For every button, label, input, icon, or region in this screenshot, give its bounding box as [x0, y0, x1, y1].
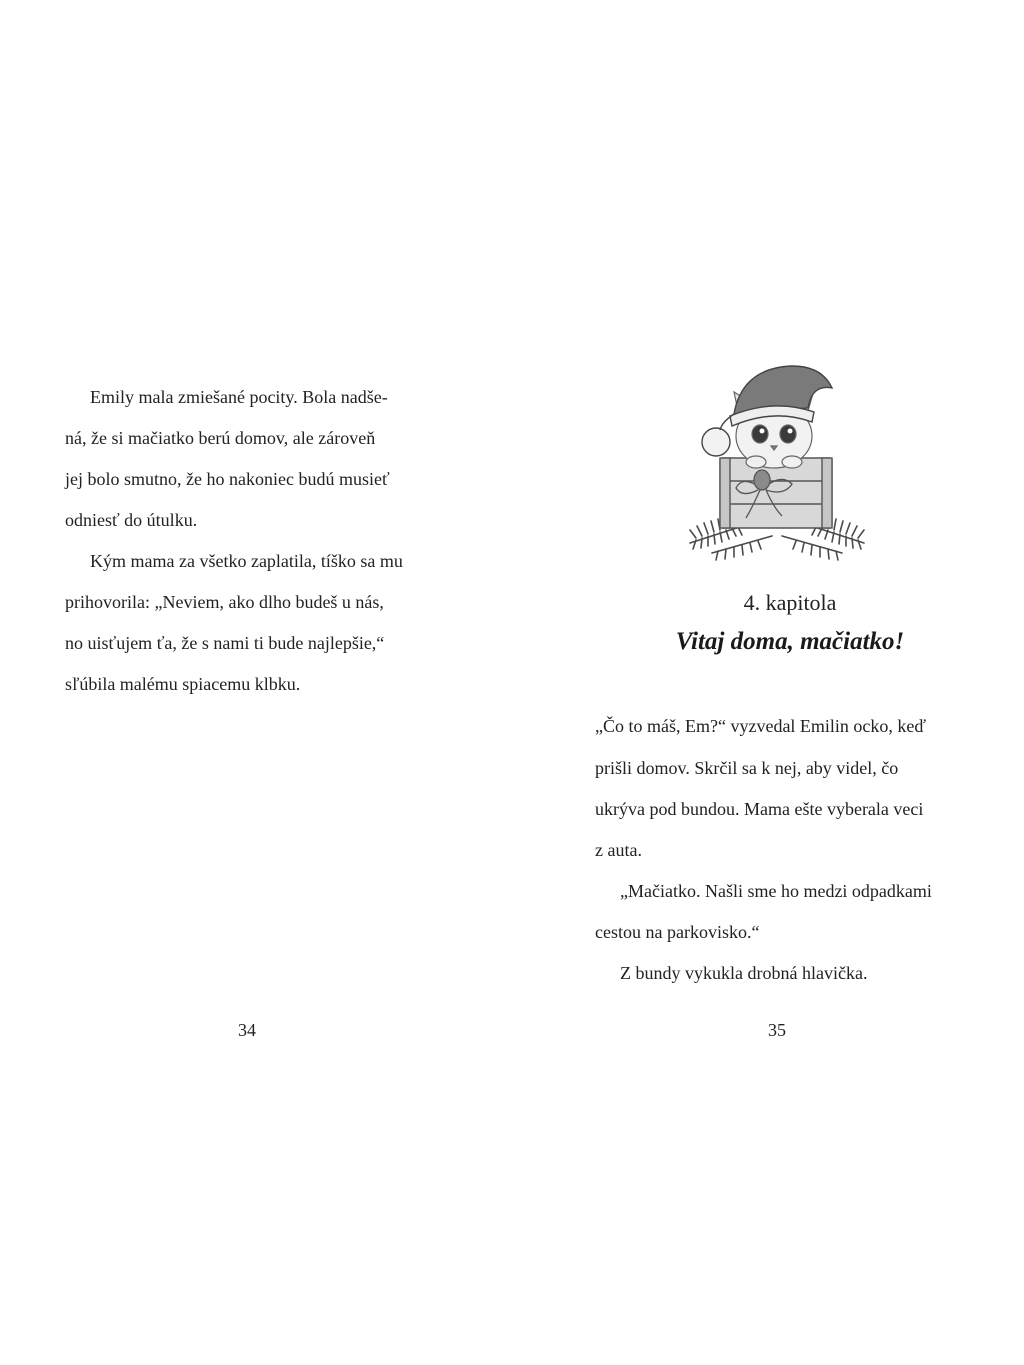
paragraph-line: no uisťujem ťa, že s nami ti bude najlepšie,“	[65, 633, 385, 653]
paragraph-line: cestou na parkovisko.“	[595, 922, 760, 942]
paragraph-line: ukrýva pod bundou. Mama ešte vyberala veci	[595, 799, 924, 819]
page-number: 35	[768, 1020, 786, 1040]
paragraph-line: ná, že si mačiatko berú domov, ale zároveň	[65, 428, 376, 448]
chapter-number: 4. kapitola	[743, 590, 837, 615]
paragraph-line: Z bundy vykukla drobná hlavička.	[620, 963, 868, 983]
paragraph-line: „Mačiatko. Našli sme ho medzi odpadkami	[620, 881, 932, 901]
kitten-in-santa-hat-crate-icon	[682, 358, 872, 568]
chapter-title: Vitaj doma, mačiatko!	[675, 628, 905, 655]
paragraph-line: odniesť do útulku.	[65, 510, 198, 530]
paragraph-line: prišli domov. Skrčil sa k nej, aby videl, čo	[595, 758, 899, 778]
paragraph-line: Emily mala zmiešané pocity. Bola nadše-	[90, 387, 388, 407]
paragraph-line: prihovorila: „Neviem, ako dlho budeš u nás,	[65, 592, 384, 612]
page-number: 34	[238, 1020, 256, 1040]
right-page	[512, 0, 1024, 1365]
paragraph-line: „Čo to máš, Em?“ vyzvedal Emilin ocko, keď	[595, 716, 927, 736]
paragraph-line: jej bolo smutno, že ho nakoniec budú musieť	[65, 469, 390, 489]
paragraph-line: z auta.	[595, 840, 642, 860]
paragraph-line: sľúbila malému spiacemu klbku.	[65, 674, 301, 694]
paragraph-line: Kým mama za všetko zaplatila, tíško sa mu	[90, 551, 403, 571]
